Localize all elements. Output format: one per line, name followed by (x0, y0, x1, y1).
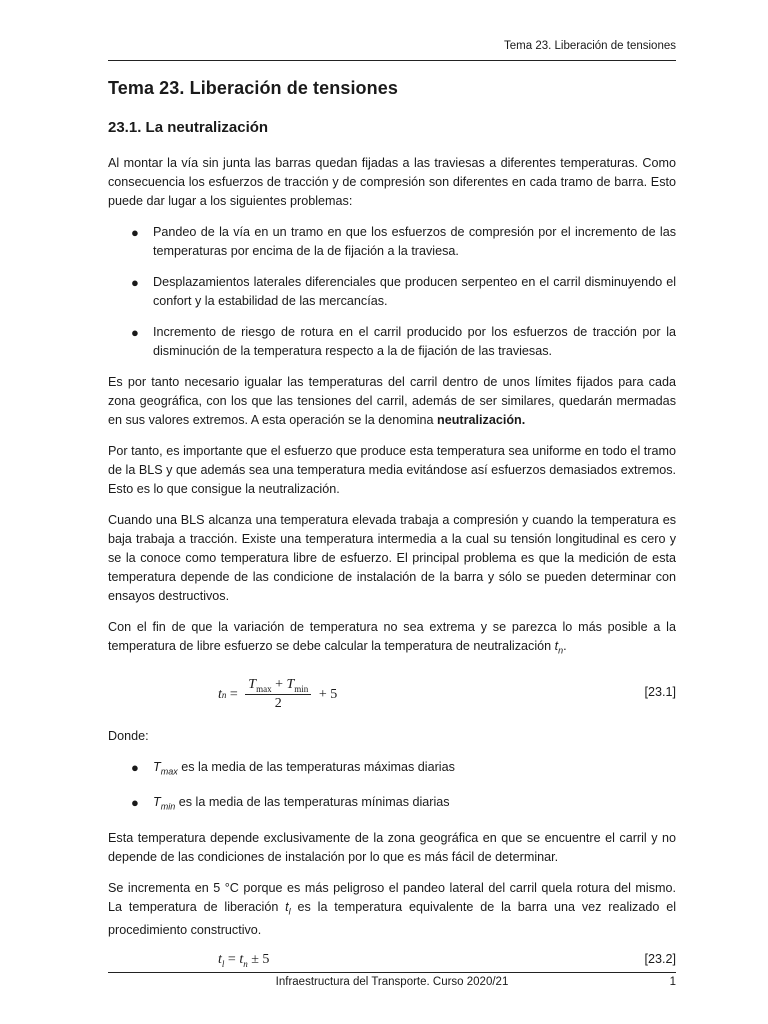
paragraph-text: es la temperatura equivalente de la barra una vez realizado el procedimiento constructivo. (108, 899, 677, 938)
list-item (108, 273, 676, 311)
footer-text: Infraestructura del Transporte. Curso 2020/21 (275, 976, 509, 988)
bullet-icon: ● (131, 795, 139, 811)
list-item (108, 793, 676, 817)
formula-subscript: n (221, 689, 227, 700)
formula-subscript: min (294, 683, 309, 694)
formula (218, 673, 337, 717)
fraction-denominator: 2 (274, 696, 282, 712)
formula-subscript: max (256, 683, 272, 694)
intro-paragraph: Al montar la vía sin junta las barras quedan fijadas a las traviesas a diferentes temperaturas. Como consecuencia los esfuerzos de tracción y de compresión son diferentes en cada tramo de barra. Esto puede dar lugar a los siguientes problemas: (108, 156, 676, 208)
fraction (245, 677, 311, 713)
formula-operator: + 5 (315, 686, 338, 702)
paragraph-text: Se incrementa en 5 °C porque es más peligroso el pandeo lateral del carril quela rotura del mismo. La temperatura de liberación (108, 880, 676, 914)
formula-operator: = (226, 686, 242, 702)
bullet-icon: ● (131, 325, 139, 340)
equation-23-1 (108, 673, 676, 717)
paragraph-bls: Cuando una BLS alcanza una temperatura elevada trabaja a compresión y cuando la temperatura es baja trabaja a tracción. Existe una temperatura intermedia a la cual su tensión longitudinal es cero y se la conoce como temperatura libre de esfuerzo. El principal problema es que la medición de esta temperatura depende de las condicione de instalación de la barra y sólo se pueden determinar con ensayos destructivos. (108, 513, 676, 603)
formula (218, 952, 269, 969)
variable-subscript: l (288, 906, 291, 917)
list-item (108, 323, 676, 361)
page-number: 1 (669, 976, 676, 988)
document-body (108, 78, 676, 974)
bullet-icon: ● (131, 225, 139, 240)
variable-symbol: t (554, 639, 559, 653)
bullet-icon: ● (131, 759, 139, 775)
formula-operator: + (271, 676, 287, 692)
equation-number: [23.1] (644, 684, 676, 699)
paragraph-text: Con el fin de que la variación de temperatura no sea extrema y se parezca lo más posible a la temperatura de libre esfuerzo se debe calcular la temperatura de neutralización (108, 620, 676, 653)
running-header (108, 40, 676, 61)
variable-symbol: t (285, 899, 289, 914)
list-item-text: es la media de las temperaturas máximas diarias (177, 759, 455, 774)
page-footer (108, 972, 676, 992)
formula-operator: ± 5 (247, 952, 270, 968)
formula-symbol: T (286, 676, 295, 692)
list-item (108, 758, 676, 782)
paragraph-uniform: Por tanto, es importante que el esfuerzo que produce esta temperatura sea uniforme en todo el tramo de la BLS y que además sea una temperatura media evitándose así esfuerzos demasiados extremos. Esto es lo que consigue la neutralización. (108, 444, 676, 496)
list-item (108, 223, 676, 261)
paragraph-geographic: Esta temperatura depende exclusivamente de la zona geográfica en que se encuentre el carril y no depende de las condiciones de instalación por lo que es más fácil de determinar. (108, 830, 676, 864)
variable-subscript: n (558, 645, 564, 656)
equation-23-2 (108, 952, 676, 974)
formula-subscript: l (221, 958, 225, 969)
bullet-icon: ● (131, 275, 139, 290)
formula-symbol: t (239, 952, 244, 968)
variable-symbol: T (153, 759, 161, 774)
problems-list (108, 223, 676, 361)
variable-symbol: T (153, 795, 161, 810)
running-title: Tema 23. Liberación de tensiones (504, 40, 676, 52)
donde-label: Donde: (108, 728, 149, 743)
variable-subscript: max (160, 766, 178, 777)
list-item-text: Incremento de riesgo de rotura en el carril producido por los esfuerzos de tracción por la disminución de la temperatura respecto a la de fijación de las traviesas. (153, 325, 676, 358)
bold-term: neutralización. (437, 413, 526, 427)
list-item-text: Desplazamientos laterales diferenciales que producen serpenteo en el carril disminuyendo el confort y la estabilidad de las mercancías. (153, 275, 676, 308)
formula-symbol: t (218, 952, 222, 968)
definitions-list (108, 758, 676, 817)
page-title: Tema 23. Liberación de tensiones (108, 78, 398, 98)
formula-subscript: n (243, 958, 248, 969)
variable (554, 639, 564, 656)
variable-subscript: min (160, 801, 176, 812)
section-heading: 23.1. La neutralización (108, 119, 269, 136)
fraction-numerator (245, 677, 311, 696)
list-item-text: Pandeo de la vía en un tramo en que los esfuerzos de compresión por el incremento de las temperaturas por encima de la de fijación a la traviesa. (153, 225, 676, 258)
neutralization-paragraph (108, 373, 676, 430)
paragraph-text: Es por tanto necesario igualar las temperaturas del carril dentro de unos límites fijados para cada zona geográfica, con los que las tensiones del carril, además de ser similares, quedarán mermadas en sus valores extremos. A esta operación se la denomina (108, 375, 676, 427)
formula-symbol: t (218, 686, 222, 702)
equation-number: [23.2] (644, 952, 676, 967)
list-item-text: es la media de las temperaturas mínimas diarias (175, 795, 450, 810)
paragraph-neutral-temp (108, 618, 676, 661)
variable (153, 759, 178, 777)
paragraph-release-temp (108, 879, 676, 941)
formula-symbol: T (248, 676, 257, 692)
paragraph-text: . (563, 639, 567, 653)
formula-operator: = (224, 952, 240, 968)
variable (153, 795, 176, 812)
